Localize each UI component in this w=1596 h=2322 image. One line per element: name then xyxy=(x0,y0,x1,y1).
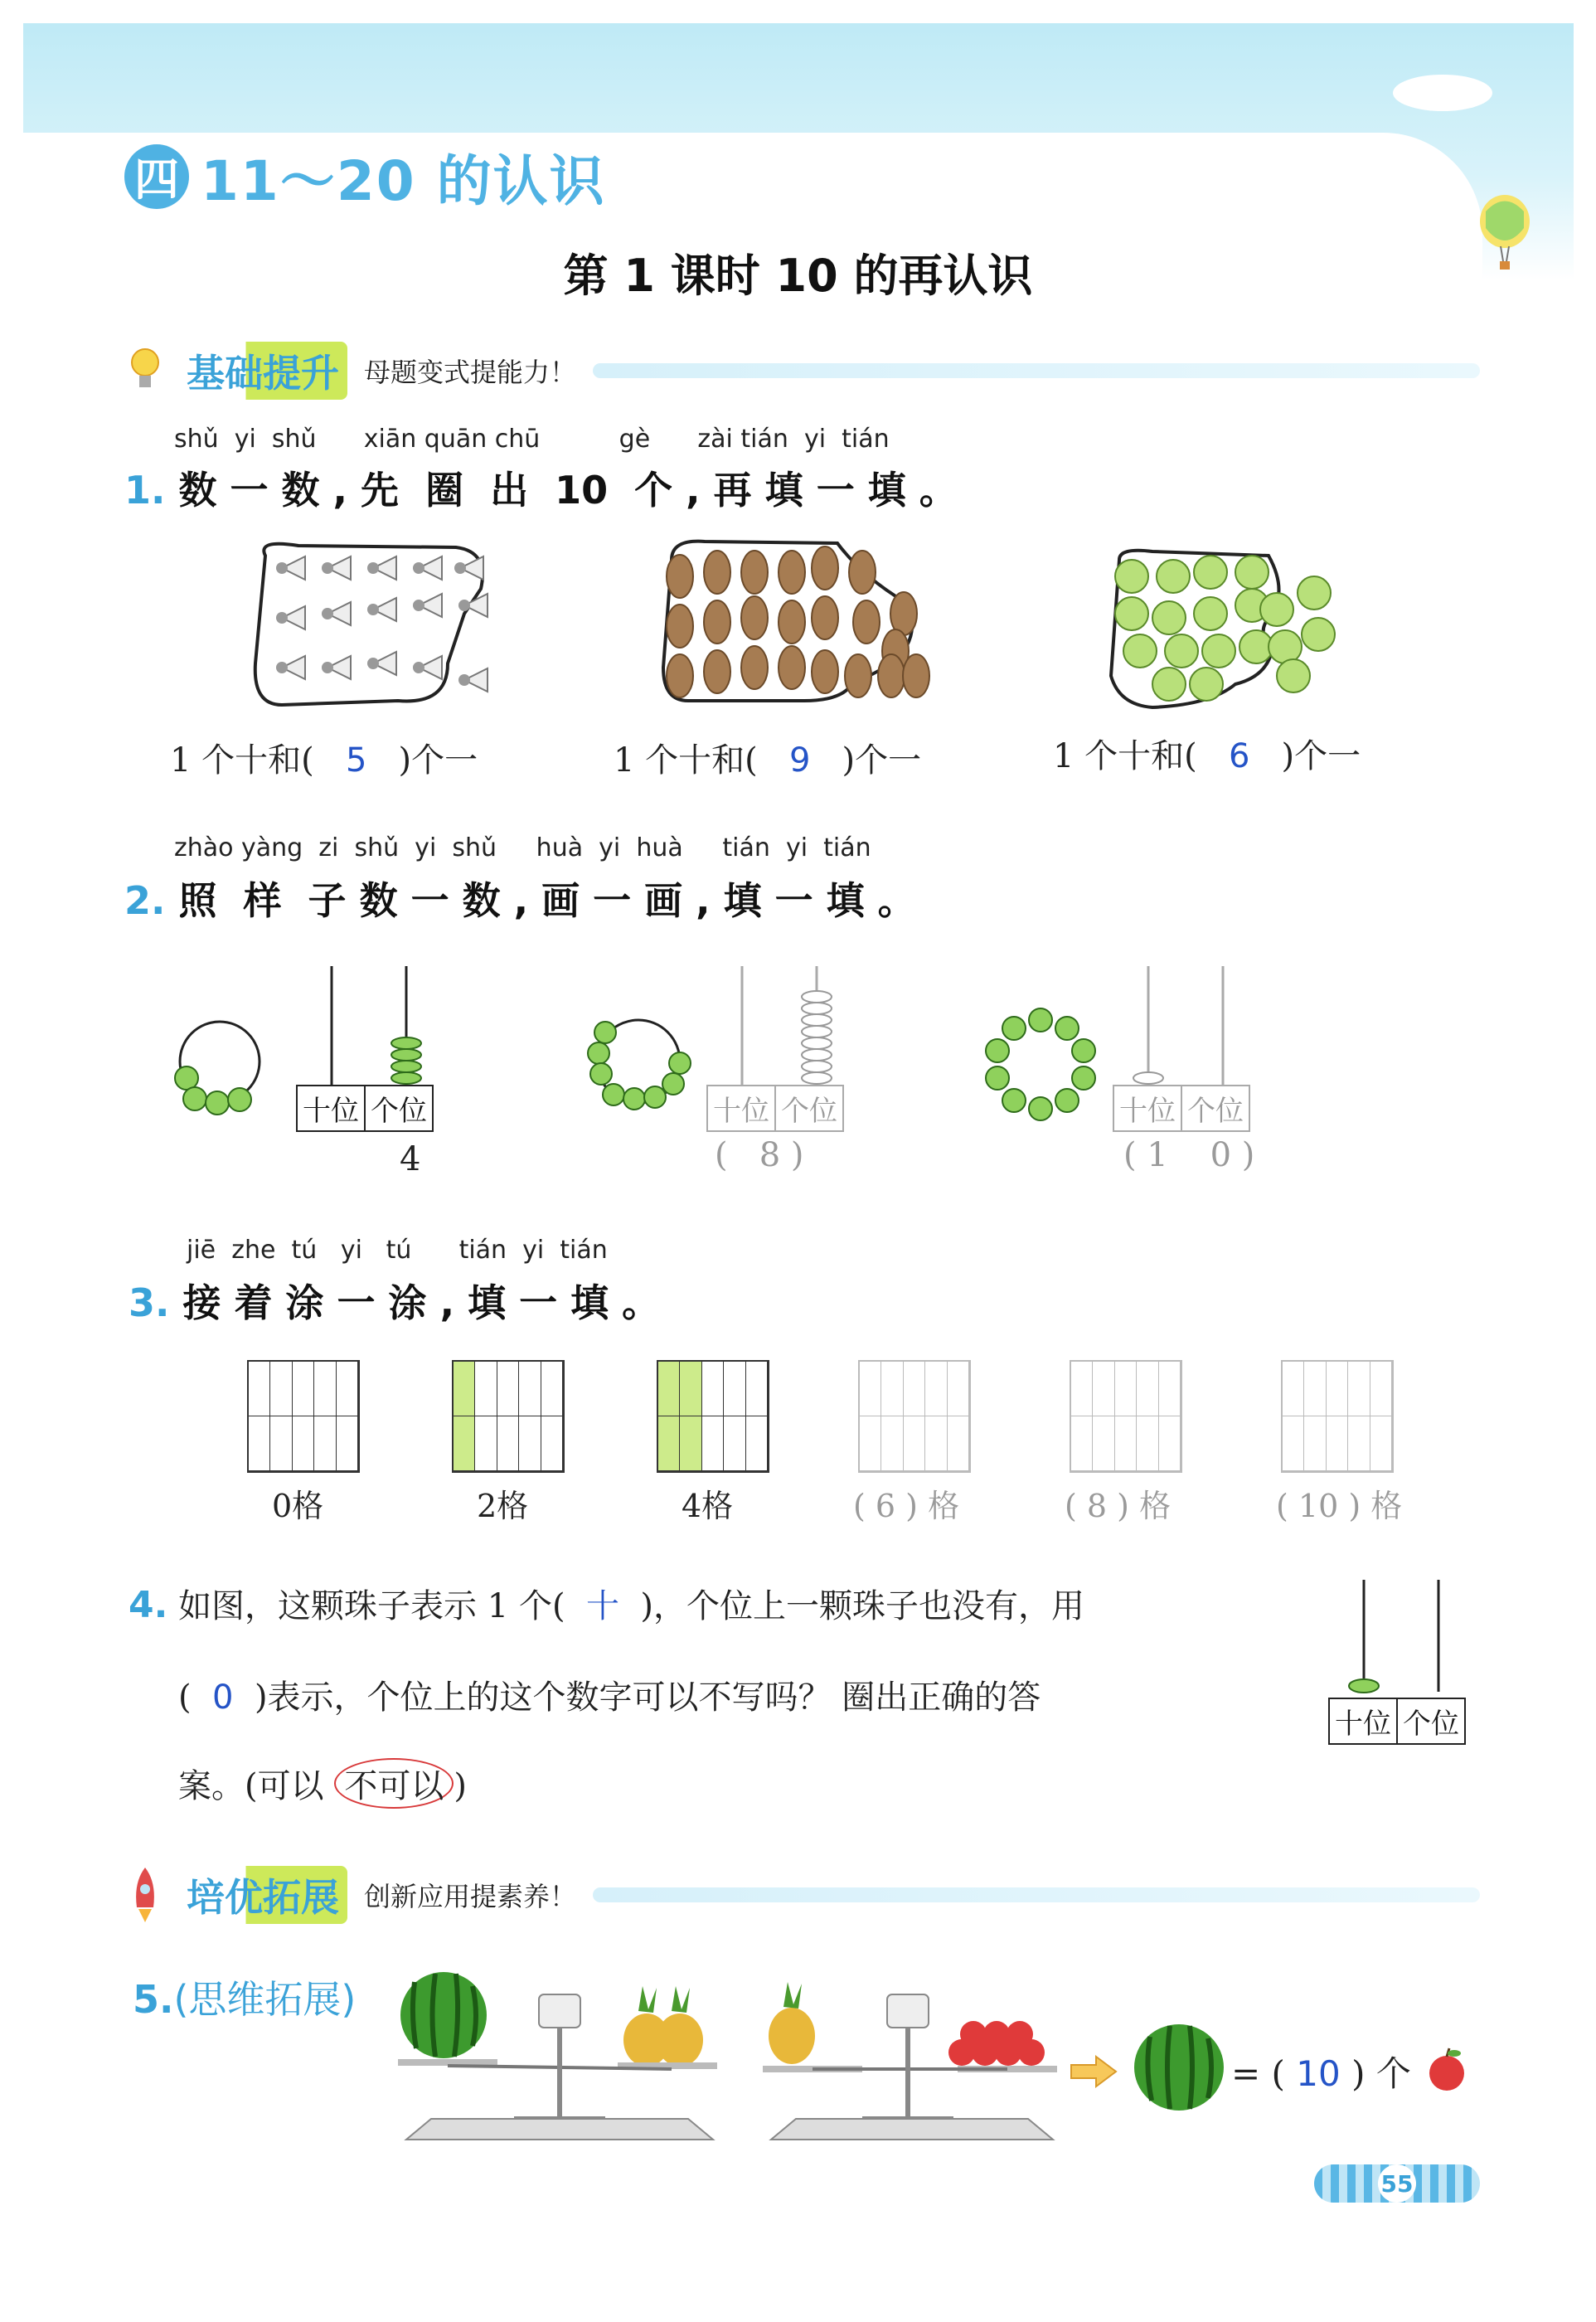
section-basic-slogan: 母题变式提能力！ xyxy=(364,357,577,388)
q3-grid-cell xyxy=(948,1416,969,1471)
q4-number: 4. xyxy=(129,1584,168,1626)
q3-grid-cell xyxy=(904,1362,925,1416)
q3-grid-label: ( 8 ) 格 xyxy=(1065,1488,1172,1524)
section-basic-header xyxy=(129,342,1480,400)
q2-answer-3: ( 1 0 ) xyxy=(1123,1136,1255,1174)
q3-grid xyxy=(247,1360,360,1473)
q3-grid-cell xyxy=(1159,1416,1181,1471)
shuttlecock-icon xyxy=(458,668,488,692)
q3-grid-cell xyxy=(1304,1362,1326,1416)
q1-shuttlecock-group xyxy=(249,539,514,709)
q4-line2-b: )表示，个位上的这个数字可以不写吗？ 圈出正确的答 xyxy=(254,1678,1041,1717)
green-apple-icon xyxy=(1115,597,1148,630)
q3-grid-cell xyxy=(1304,1416,1326,1471)
pinecone-icon xyxy=(667,555,693,598)
q4-abacus xyxy=(1327,1576,1492,1717)
q3-grid-cell xyxy=(948,1362,969,1416)
abacus-bead xyxy=(802,991,832,1003)
abacus-bead xyxy=(802,1014,832,1026)
abacus-bead xyxy=(802,1061,832,1072)
q5-tag: (思维拓展) xyxy=(173,1977,357,2022)
green-apple-icon xyxy=(1190,668,1223,701)
green-apple-icon xyxy=(1302,618,1335,651)
q3-grid-label: 0格 xyxy=(272,1488,324,1524)
shuttlecock-icon xyxy=(367,598,396,621)
q3-grid-cell xyxy=(1283,1362,1304,1416)
q3-grid-cell xyxy=(746,1362,768,1416)
pinecone-icon xyxy=(741,646,768,689)
q1-answer-1-post: )个一 xyxy=(398,741,478,780)
pinecone-icon xyxy=(779,600,805,644)
pinecone-icon xyxy=(741,551,768,594)
q3-grid-cell xyxy=(293,1362,314,1416)
q3-grid-cell xyxy=(1283,1416,1304,1471)
q4-line3-b: ) xyxy=(454,1767,467,1805)
ones-label: 个位 xyxy=(364,1086,432,1130)
q3-grid-cell xyxy=(454,1362,475,1416)
shuttlecock-icon xyxy=(413,594,442,617)
q2-answer-1: 4 xyxy=(400,1140,421,1178)
q3-grid-cell xyxy=(475,1362,497,1416)
q5-equation xyxy=(1231,2047,1411,2096)
q3-grid-cell xyxy=(1137,1362,1158,1416)
q3-grid xyxy=(452,1360,565,1473)
q3-grid-cell xyxy=(1093,1416,1114,1471)
chapter-heading xyxy=(124,137,606,216)
green-apple-icon xyxy=(1194,556,1227,589)
q3-grid-cell xyxy=(1137,1416,1158,1471)
abacus-bead xyxy=(391,1072,421,1084)
q3-grid-cell xyxy=(314,1416,336,1471)
abacus-bead xyxy=(802,1037,832,1049)
q3-grid-cell xyxy=(270,1416,292,1471)
q3-grid-cell xyxy=(1348,1416,1370,1471)
shuttlecock-icon xyxy=(413,656,442,679)
q3-grid-label: ( 6 ) 格 xyxy=(853,1488,960,1524)
q3-pinyin: jiē zhe tú yi tú tián yi tián xyxy=(187,1236,608,1265)
q3-grid-cell xyxy=(904,1416,925,1471)
q1-prompt xyxy=(124,460,958,515)
watermelon-icon xyxy=(400,1972,487,2058)
q3-grid-cell xyxy=(702,1416,724,1471)
pinecone-icon xyxy=(704,600,730,644)
green-apple-icon xyxy=(1123,634,1157,668)
shuttlecock-icon xyxy=(413,556,442,580)
abacus-bead xyxy=(802,1003,832,1014)
green-apple-icon xyxy=(1269,630,1302,663)
q4-line1-a: 如图，这颗珠子表示 1 个( xyxy=(178,1587,565,1625)
q4-abacus-base xyxy=(1328,1698,1466,1745)
pinecone-icon xyxy=(704,650,730,693)
green-apple-icon xyxy=(1298,576,1331,610)
q3-grid-cell xyxy=(497,1416,519,1471)
pinecone-icon xyxy=(812,546,838,590)
q5-balance-1 xyxy=(390,1970,738,2144)
section-advanced-slogan: 创新应用提素养！ xyxy=(364,1881,577,1912)
green-apple-icon xyxy=(1152,601,1186,634)
q3-grid-cell xyxy=(541,1362,563,1416)
pinecone-icon xyxy=(812,596,838,639)
green-apple-icon xyxy=(1115,560,1148,593)
rocket-icon xyxy=(129,1866,162,1924)
tens-label: 十位 xyxy=(713,1095,769,1128)
q3-grid-cell xyxy=(746,1416,768,1471)
pinecone-icon xyxy=(667,605,693,648)
q3-grid-cell xyxy=(881,1416,903,1471)
green-apple-icon xyxy=(1277,659,1310,692)
q5-eq-a: = ( xyxy=(1231,2053,1285,2094)
q3-grid-cell xyxy=(314,1362,336,1416)
abacus-bead xyxy=(1133,1072,1163,1084)
q5-balance-2 xyxy=(754,1970,1103,2144)
q3-grid-cell xyxy=(702,1362,724,1416)
shuttlecock-icon xyxy=(322,556,351,580)
green-apple-icon xyxy=(1194,597,1227,630)
pinecone-icon xyxy=(741,596,768,639)
q3-grid-cell xyxy=(1071,1362,1093,1416)
q3-grid-cell xyxy=(724,1416,745,1471)
pineapple-icon xyxy=(657,1986,703,2067)
q2-bead-ring-1 xyxy=(170,1020,269,1111)
q3-grid xyxy=(1281,1360,1394,1473)
q3-grid-cell xyxy=(337,1362,358,1416)
cloud-icon xyxy=(1393,75,1492,111)
q3-grid-cell xyxy=(249,1362,270,1416)
q3-grid-cell xyxy=(1348,1362,1370,1416)
q2-abacus-3-base xyxy=(1113,1085,1250,1132)
q3-grid-cell xyxy=(925,1362,947,1416)
ones-label: 个位 xyxy=(1396,1699,1464,1743)
q5-eq-b: ) 个 xyxy=(1351,2053,1411,2094)
pinecone-icon xyxy=(779,551,805,594)
q2-pinyin: zhào yàng zi shǔ yi shǔ huà yi huà tián yi tián xyxy=(174,833,871,862)
shuttlecock-icon xyxy=(276,556,305,580)
q3-grid-cell xyxy=(1370,1362,1392,1416)
section-divider xyxy=(593,1887,1480,1902)
q4-line3 xyxy=(178,1758,467,1809)
q3-grid-cell xyxy=(1159,1362,1181,1416)
pinecone-icon xyxy=(704,551,730,594)
q1-answer-2-pre: 1 个十和( xyxy=(614,741,758,780)
q3-grid-cell xyxy=(1327,1416,1348,1471)
q4-line2-a: ( xyxy=(178,1678,192,1717)
pinecone-icon xyxy=(845,654,871,697)
q3-prompt xyxy=(129,1273,660,1328)
q3-grid-cell xyxy=(1370,1416,1392,1471)
q1-answer-3 xyxy=(1053,730,1361,777)
q3-grid xyxy=(657,1360,769,1473)
ones-label: 个位 xyxy=(774,1086,842,1130)
q3-grid-cell xyxy=(658,1362,680,1416)
q3-grid-cell xyxy=(249,1416,270,1471)
q3-grid-cell xyxy=(519,1416,541,1471)
q1-answer-1-pre: 1 个十和( xyxy=(170,741,314,780)
abacus-bead xyxy=(802,1026,832,1037)
q2-bead-ring-2 xyxy=(580,1016,696,1115)
q4-answer-2: 0 xyxy=(212,1678,234,1717)
q2-abacus-2-base xyxy=(706,1085,844,1132)
q4-line1 xyxy=(129,1580,1084,1627)
q4-line2 xyxy=(178,1671,1041,1718)
pinecone-icon xyxy=(878,654,905,697)
abacus-bead xyxy=(391,1037,421,1049)
shuttlecock-icon xyxy=(322,656,351,679)
q3-grid-cell xyxy=(454,1416,475,1471)
q3-grid-cell xyxy=(1327,1362,1348,1416)
q3-grid-cell xyxy=(541,1416,563,1471)
q3-grid-label: ( 10 ) 格 xyxy=(1276,1488,1403,1524)
shuttlecock-icon xyxy=(276,606,305,629)
pinecone-icon xyxy=(812,650,838,693)
green-apple-icon xyxy=(1260,593,1293,626)
q3-grid-cell xyxy=(680,1362,701,1416)
section-divider xyxy=(593,363,1480,378)
q4-line3-a: 案。(可以 xyxy=(178,1767,335,1805)
abacus-bead xyxy=(802,1072,832,1084)
q3-grid-cell xyxy=(1093,1362,1114,1416)
q1-answer-3-post: )个一 xyxy=(1281,737,1361,775)
green-apple-icon xyxy=(1157,560,1190,593)
q3-grid-cell xyxy=(860,1362,881,1416)
q5-answer: 10 xyxy=(1296,2053,1341,2094)
q4-line1-b: )，个位上一颗珠子也没有，用 xyxy=(640,1587,1085,1625)
abacus-bead xyxy=(802,1049,832,1061)
q5-number: 5. xyxy=(133,1977,174,2022)
q3-grid-cell xyxy=(724,1362,745,1416)
q1-answer-2-post: )个一 xyxy=(842,741,922,780)
shuttlecock-icon xyxy=(276,656,305,679)
tens-label: 十位 xyxy=(1119,1095,1176,1128)
q1-pinyin: shǔ yi shǔ xiān quān chū gè zài tián yi tián xyxy=(174,425,890,454)
q3-grid-cell xyxy=(658,1416,680,1471)
q3-grid-label: 4格 xyxy=(682,1488,734,1524)
q2-abacus-1-base xyxy=(296,1085,434,1132)
q2-text: 照 样 子 数 一 数 , 画 一 画 , 填 一 填 。 xyxy=(178,878,916,923)
chapter-title: 11～20 的认识 xyxy=(201,149,606,213)
shuttlecock-icon xyxy=(322,602,351,625)
q1-text: 数 一 数 , 先 圈 出 10 个 , 再 填 一 填 。 xyxy=(178,468,958,512)
abacus-bead xyxy=(391,1061,421,1072)
abacus-bead xyxy=(391,1049,421,1061)
q1-pinecone-group xyxy=(655,535,929,709)
q2-answer-2: ( 8 ) xyxy=(715,1136,804,1174)
q3-grid-cell xyxy=(680,1416,701,1471)
pinecone-icon xyxy=(667,654,693,697)
q4-answer-1: 十 xyxy=(585,1587,619,1625)
q3-grid-cell xyxy=(519,1362,541,1416)
page-number-badge xyxy=(1314,2164,1480,2203)
q3-number: 3. xyxy=(129,1280,170,1325)
ones-label: 个位 xyxy=(1181,1086,1249,1130)
q2-number: 2. xyxy=(124,878,166,923)
q3-grid-label: 2格 xyxy=(477,1488,529,1524)
q3-grid-cell xyxy=(270,1362,292,1416)
q5-prompt xyxy=(133,1970,356,2024)
q3-grid-cell xyxy=(293,1416,314,1471)
pinecone-icon xyxy=(779,646,805,689)
q3-grid-cell xyxy=(925,1416,947,1471)
apple-icon xyxy=(1426,2047,1467,2092)
pineapple-icon xyxy=(769,1982,815,2064)
shuttlecock-icon xyxy=(367,556,396,580)
q2-prompt xyxy=(124,871,916,925)
q4-circled-answer: 不可以 xyxy=(334,1758,454,1809)
section-advanced-label: 培优拓展 xyxy=(178,1866,347,1924)
tens-label: 十位 xyxy=(1335,1707,1391,1741)
green-apple-icon xyxy=(1165,634,1198,668)
q3-grid-cell xyxy=(860,1416,881,1471)
chapter-badge: 四 xyxy=(124,144,189,209)
q3-grid-cell xyxy=(1115,1362,1137,1416)
q3-grid-cell xyxy=(337,1416,358,1471)
q1-answer-1-value: 5 xyxy=(345,741,367,780)
arrow-right-icon xyxy=(1070,2055,1119,2088)
q1-apple-group xyxy=(1103,543,1351,713)
watermelon-icon xyxy=(1132,2022,1227,2113)
q1-answer-2 xyxy=(614,734,921,781)
q3-grid-cell xyxy=(497,1362,519,1416)
shuttlecock-icon xyxy=(454,556,483,580)
green-apple-icon xyxy=(1235,556,1269,589)
q3-text: 接 着 涂 一 涂 , 填 一 填 。 xyxy=(182,1280,661,1325)
q1-answer-2-value: 9 xyxy=(788,741,811,780)
q1-number: 1. xyxy=(124,468,166,512)
apple-icon xyxy=(948,2021,1045,2066)
section-advanced-header xyxy=(129,1866,1480,1924)
q3-grid-cell xyxy=(1115,1416,1137,1471)
green-apple-icon xyxy=(1152,668,1186,701)
q1-answer-3-value: 6 xyxy=(1228,737,1250,775)
tens-label: 十位 xyxy=(303,1095,359,1128)
q1-answer-3-pre: 1 个十和( xyxy=(1053,737,1197,775)
q1-answer-1 xyxy=(170,734,478,781)
q2-bead-ring-3 xyxy=(982,1008,1099,1124)
shuttlecock-icon xyxy=(367,652,396,675)
section-basic-label: 基础提升 xyxy=(178,342,347,400)
pinecone-icon xyxy=(903,654,929,697)
q3-grid-cell xyxy=(1071,1416,1093,1471)
q3-grid-cell xyxy=(475,1416,497,1471)
q3-grid xyxy=(858,1360,971,1473)
lesson-title: 第 1 课时 10 的再认识 xyxy=(563,250,1033,302)
lightbulb-icon xyxy=(129,346,162,396)
q3-grid xyxy=(1070,1360,1182,1473)
page-number: 55 xyxy=(1378,2164,1416,2203)
q3-grid-cell xyxy=(881,1362,903,1416)
green-apple-icon xyxy=(1202,634,1235,668)
pinecone-icon xyxy=(849,551,876,594)
pinecone-icon xyxy=(853,600,880,644)
